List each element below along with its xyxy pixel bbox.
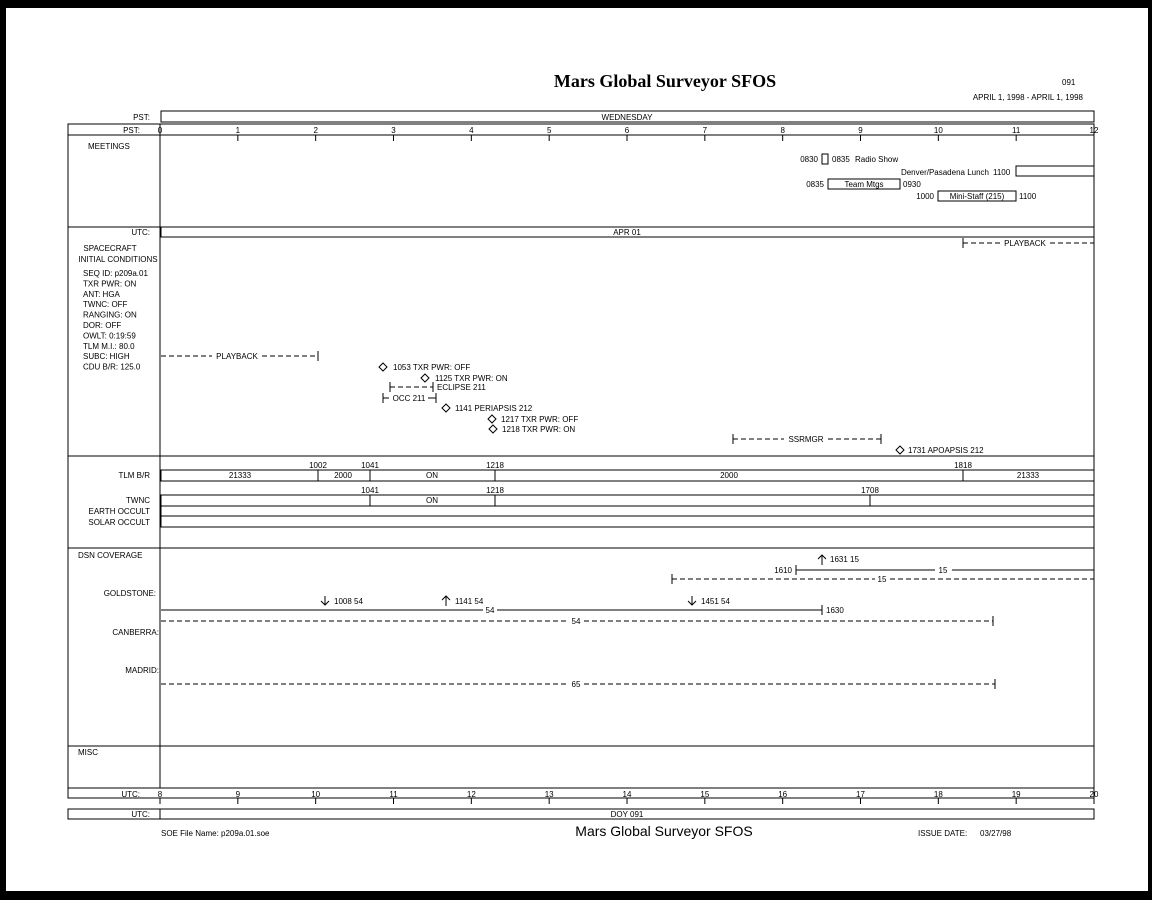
pst-tick-label: 10 — [933, 126, 943, 135]
playback-label: PLAYBACK — [216, 352, 258, 361]
dsn-antenna: 54 — [485, 606, 495, 615]
tlm-bar — [161, 470, 1094, 481]
solar-occult-bar — [161, 516, 1094, 527]
meeting-box-radio — [822, 154, 828, 164]
dsn-antenna: 15 — [938, 566, 948, 575]
pst-tick-label: 12 — [1089, 126, 1099, 135]
madrid-label: MADRID: — [125, 666, 159, 675]
utc-tick-label: 11 — [389, 790, 398, 799]
event-diamond — [489, 425, 497, 433]
pst-tick-label: 11 — [1012, 126, 1021, 135]
rise-arrow-icon — [818, 555, 826, 565]
meeting-end: 0930 — [903, 180, 921, 189]
utc-tick-label: 17 — [856, 790, 865, 799]
timeline-chart — [6, 8, 1148, 891]
condition-item: ANT: HGA — [83, 289, 120, 299]
misc-label: MISC — [78, 748, 98, 757]
pst-label: PST: — [133, 113, 150, 122]
pst-tick-label: 3 — [391, 126, 396, 135]
dsn-mark: 1631 15 — [830, 555, 859, 564]
meeting-name: Radio Show — [855, 155, 899, 164]
meeting-start: 1000 — [916, 192, 934, 201]
condition-item: OWLT: 0:19:59 — [83, 331, 136, 341]
dsn-antenna: 65 — [571, 680, 581, 689]
set-arrow-icon — [321, 596, 329, 605]
meeting-name: Mini-Staff (215) — [949, 192, 1005, 201]
utc-tick-label: 20 — [1089, 790, 1099, 799]
condition-item: RANGING: ON — [83, 310, 137, 320]
pst-tick-label: 5 — [546, 126, 552, 135]
doy-text: DOY 091 — [610, 810, 644, 819]
tlm-value: ON — [426, 471, 438, 480]
twnc-bar — [161, 495, 1094, 506]
event-diamond — [488, 415, 496, 423]
condition-item: TLM M.I.: 80.0 — [83, 341, 135, 351]
meeting-box-lunch — [1016, 166, 1094, 176]
utc-tick-label: 14 — [622, 790, 632, 799]
event-label: 1053 TXR PWR: OFF — [393, 363, 471, 372]
event-diamond — [421, 374, 429, 382]
tlm-time: 1002 — [309, 461, 327, 470]
doy-label: UTC: — [131, 810, 150, 819]
meeting-start: 0830 — [800, 155, 818, 164]
event-diamond — [896, 446, 904, 454]
tlm-value: 21333 — [228, 471, 252, 480]
earth-occult-bar — [161, 506, 1094, 516]
event-label: 1731 APOAPSIS 212 — [908, 446, 984, 455]
dsn-time: 1610 — [774, 566, 792, 575]
event-label: OCC 211 — [392, 394, 426, 403]
condition-item: CDU B/R: 125.0 — [83, 362, 141, 372]
dsn-mark: 1008 54 — [334, 597, 363, 606]
pst-tick-label: 2 — [313, 126, 318, 135]
tlm-value: 2000 — [720, 471, 738, 480]
twnc-time: 1708 — [861, 486, 879, 495]
pst-tick-label: 9 — [858, 126, 863, 135]
meetings-label: MEETINGS — [88, 142, 130, 151]
meeting-name: Denver/Pasadena Lunch — [900, 168, 989, 177]
dsn-label: DSN COVERAGE — [78, 551, 143, 560]
condition-item: DOR: OFF — [83, 321, 122, 330]
condition-item: TXR PWR: ON — [83, 279, 137, 289]
utc-tick-label: 9 — [235, 790, 241, 799]
event-diamond — [442, 404, 450, 412]
goldstone-label: GOLDSTONE: — [103, 589, 156, 598]
meeting-start: 1100 — [993, 168, 1011, 177]
event-label: 1141 PERIAPSIS 212 — [455, 404, 533, 413]
utc-tick-label: 18 — [933, 790, 943, 799]
event-label: 1218 TXR PWR: ON — [502, 425, 576, 434]
spacecraft-subtitle: INITIAL CONDITIONS — [78, 255, 158, 264]
twnc-time: 1218 — [486, 486, 504, 495]
dsn-antenna: 15 — [877, 575, 887, 584]
tlm-value: 2000 — [334, 471, 352, 480]
meeting-start: 0835 — [806, 180, 824, 189]
pst-tick-label: 8 — [780, 126, 785, 135]
pst-tick-label: 1 — [235, 126, 241, 135]
canberra-label: CANBERRA: — [112, 628, 159, 637]
utc-tick-label: 16 — [778, 790, 788, 799]
rise-arrow-icon — [442, 596, 450, 606]
page-title: Mars Global Surveyor SFOS — [553, 71, 777, 91]
event-label: SSRMGR — [788, 435, 824, 444]
dsn-time: 1630 — [826, 606, 844, 615]
date-range: APRIL 1, 1998 - APRIL 1, 1998 — [972, 93, 1083, 102]
utc-tick-label: 19 — [1011, 790, 1021, 799]
utc-axis — [158, 790, 1099, 804]
soe-file-name: SOE File Name: p209a.01.soe — [161, 829, 270, 838]
meeting-name: Team Mtgs — [844, 180, 884, 189]
tlm-time: 1218 — [486, 461, 504, 470]
event-diamond — [379, 363, 387, 371]
twnc-time: 1041 — [361, 486, 379, 495]
solar-occult-label: SOLAR OCCULT — [88, 518, 150, 527]
doy-number: 091 — [1062, 78, 1076, 87]
issue-date: 03/27/98 — [980, 829, 1012, 838]
event-label: 1217 TXR PWR: OFF — [501, 415, 579, 424]
pst-tick-label: 7 — [702, 126, 708, 135]
condition-item: TWNC: OFF — [83, 300, 128, 310]
schedule-sheet — [6, 8, 1148, 891]
utc-date: APR 01 — [613, 228, 641, 237]
pst-axis-label: PST: — [123, 126, 140, 135]
utc-tick-label: 15 — [700, 790, 710, 799]
twnc-value: ON — [426, 496, 438, 505]
utc-axis-label: UTC: — [121, 790, 140, 799]
tlm-label: TLM B/R — [118, 471, 150, 480]
initial-conditions — [83, 269, 148, 372]
tlm-time: 1041 — [361, 461, 379, 470]
pst-axis — [158, 126, 1099, 141]
condition-item: SEQ ID: p209a.01 — [83, 269, 148, 278]
utc-tick-label: 10 — [311, 790, 321, 799]
playback-label: PLAYBACK — [1004, 239, 1046, 248]
event-label: 1125 TXR PWR: ON — [435, 374, 508, 383]
tlm-value: 21333 — [1016, 471, 1040, 480]
set-arrow-icon — [688, 596, 696, 605]
utc-tick-label: 13 — [544, 790, 554, 799]
event-label: ECLIPSE 211 — [437, 383, 486, 392]
issue-label: ISSUE DATE: — [918, 829, 968, 838]
condition-item: SUBC: HIGH — [83, 352, 130, 362]
dsn-antenna: 54 — [571, 617, 581, 626]
utc-tick-label: 8 — [157, 790, 163, 799]
twnc-label: TWNC — [126, 496, 150, 505]
earth-occult-label: EARTH OCCULT — [88, 507, 150, 516]
dsn-mark: 1141 54 — [455, 597, 484, 606]
footer-title: Mars Global Surveyor SFOS — [575, 823, 753, 839]
utc-label: UTC: — [131, 228, 150, 237]
tlm-time: 1818 — [954, 461, 972, 470]
pst-tick-label: 4 — [469, 126, 474, 135]
spacecraft-title: SPACECRAFT — [83, 244, 137, 253]
pst-day: WEDNESDAY — [601, 113, 653, 122]
pst-tick-label: 0 — [157, 126, 163, 135]
dsn-mark: 1451 54 — [701, 597, 730, 606]
doy-frame — [68, 809, 1094, 819]
meeting-end: 0835 — [832, 155, 850, 164]
utc-tick-label: 12 — [466, 790, 476, 799]
meeting-end: 1100 — [1019, 192, 1037, 201]
pst-tick-label: 6 — [624, 126, 630, 135]
